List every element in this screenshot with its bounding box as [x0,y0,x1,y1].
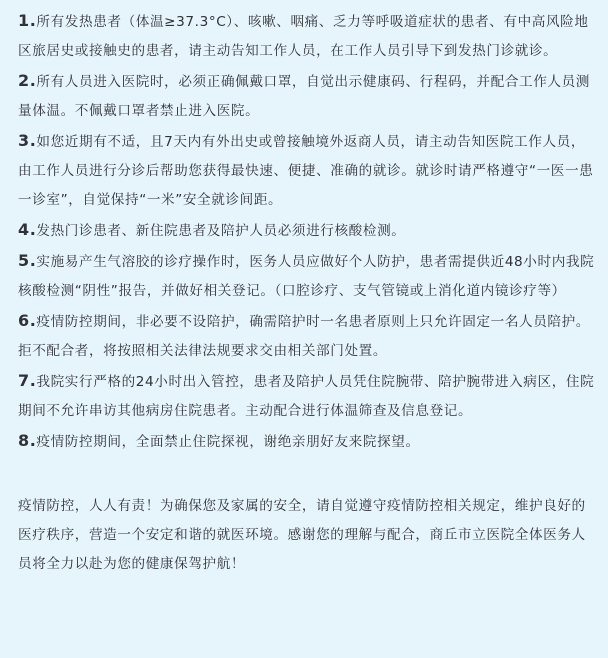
rule-text: 我院实行严格的24小时出入管控，患者及陪护人员凭住院腕带、陪护腕带进入病区，住院期间不允许串访其他病房住院患者。主动配合进行体温筛查及信息登记。 [18,374,595,419]
rule-item [18,6,598,66]
rule-text: 所有人员进入医院时，必须正确佩戴口罩，自觉出示健康码、行程码，并配合工作人员测量体温。不佩戴口罩者禁止进入医院。 [18,74,590,119]
rule-item [18,66,598,126]
rule-number: 7. [18,371,37,390]
rule-item [18,246,598,306]
rule-text: 疫情防控期间，非必要不设陪护，确需陪护时一名患者原则上只允许固定一名人员陪护。拒不配合者，将按照相关法律法规要求交由相关部门处置。 [18,314,590,359]
rule-text: 实施易产生气溶胶的诊疗操作时，医务人员应做好个人防护，患者需提供近48小时内我院核酸检测“阴性”报告，并做好相关登记。（口腔诊疗、支气管镜或上消化道内镜诊疗等） [18,254,595,299]
rule-number: 5. [18,251,37,270]
rules-list [18,6,598,457]
rule-number: 3. [18,131,37,150]
rule-text: 疫情防控期间，全面禁止住院探视，谢绝亲朋好友来院探望。 [36,434,420,450]
rule-item [18,126,598,215]
rule-number: 6. [18,311,37,330]
rule-number: 4. [18,220,37,239]
rule-item [18,366,598,426]
rule-item [18,426,598,457]
rule-text: 发热门诊患者、新住院患者及陪护人员必须进行核酸检测。 [36,223,406,239]
closing-paragraph: 疫情防控，人人有责！为确保您及家属的安全，请自觉遵守疫情防控相关规定，维护良好的医疗秩序，营造一个安定和谐的就医环境。感谢您的理解与配合，商丘市立医院全体医务人员将全力以赴为您的健康保驾护航！ [18,498,586,572]
rule-number: 1. [18,11,37,30]
rule-text: 所有发热患者（体温≥37.3°C）、咳嗽、咽痛、乏力等呼吸道症状的患者、有中高风险地区旅居史或接触史的患者，请主动告知工作人员，在工作人员引导下到发热门诊就诊。 [18,14,589,59]
rule-text: 如您近期有不适，且7天内有外出史或曾接触境外返商人员，请主动告知医院工作人员，由工作人员进行分诊后帮助您获得最快速、便捷、准确的就诊。就诊时请严格遵守“一医一患一诊室”，自觉保持“一米”安全就诊间距。 [18,134,594,208]
rule-item [18,306,598,366]
rule-number: 2. [18,71,37,90]
rule-number: 8. [18,431,37,450]
rule-item [18,215,598,246]
